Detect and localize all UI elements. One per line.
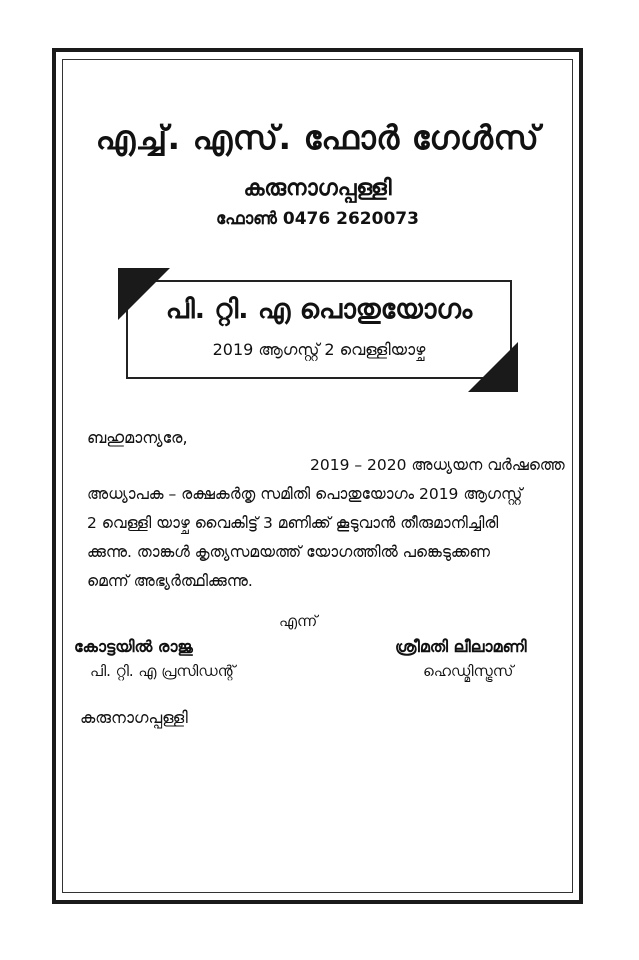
salutation: ബഹുമാന്യരേ,	[87, 428, 188, 447]
phone-number: ഫോൺ 0476 2620073	[216, 209, 419, 229]
letter-line: ക്കുന്നു. താങ്കൾ കൃത്യസമയത്ത് യോഗത്തിൽ പങ്കെടുക്കണ	[87, 543, 490, 561]
letter-line: 2 വെള്ളി യാഴ്ച വൈകിട്ട് 3 മണിക്ക് കൂടുവാൻ തീരുമാനിച്ചിരി	[87, 514, 499, 532]
signatory-right-name: ശ്രീമതി ലീലാമണി	[395, 637, 527, 656]
meeting-title: പി. റ്റി. എ പൊതുയോഗം	[165, 294, 473, 325]
footer-place: കരുനാഗപ്പള്ളി	[80, 708, 188, 727]
letter-line: 2019 – 2020 അധ്യയന വർഷത്തെ	[310, 456, 565, 474]
signatory-left-role: പി. റ്റി. എ പ്രസിഡന്റ്	[90, 662, 236, 680]
letter-line: അധ്യാപക – രക്ഷകർതൃ സമിതി പൊതുയോഗം 2019 ആഗസ്റ്റ്	[87, 485, 523, 503]
signatory-right-role: ഹെഡ്മിസ്ട്രസ്	[423, 662, 514, 680]
closing-word: എന്ന്	[279, 612, 318, 630]
meeting-date: 2019 ആഗസ്റ്റ് 2 വെള്ളിയാഴ്ച	[212, 340, 426, 359]
school-place: കരുനാഗപ്പള്ളി	[243, 176, 392, 201]
letter-line: മെന്ന് അഭ്യർത്ഥിക്കുന്നു.	[87, 572, 253, 590]
signatory-left-name: കോട്ടയിൽ രാജു	[74, 637, 193, 656]
school-name: എച്ച്. എസ്. ഫോർ ഗേൾസ്	[95, 118, 540, 157]
